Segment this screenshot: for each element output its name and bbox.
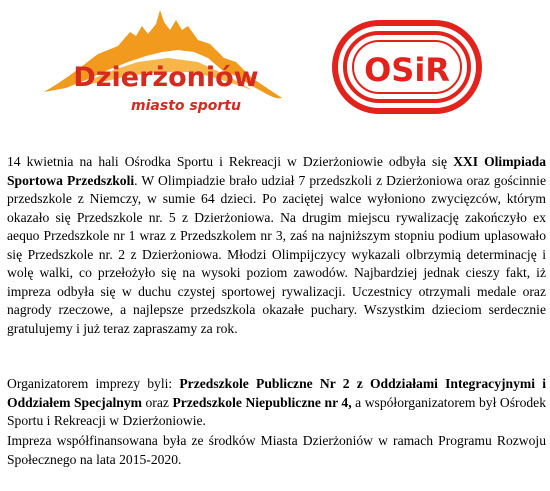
p2-text-1: Organizatorem imprezy byli: — [7, 376, 180, 391]
p3-text-1: Impreza współfinansowana była ze środków Miasta Dzierżoniów w ramach Programu Rozwoju Społecznego na lata 2015-2020. — [7, 433, 546, 467]
article-paragraph-2 — [7, 375, 546, 431]
osir-letters: OSiR — [364, 51, 450, 89]
event-name: XXI Olimpiada Sportowa Przedszkoli — [7, 154, 547, 188]
p1-text-1: 14 kwietnia na hali Ośrodka Sportu i Rekreacji w Dzierżoniowie odbyła się — [7, 154, 454, 169]
osir-logo — [332, 20, 482, 114]
p2-text-3: a współorganizatorem był Ośrodek Sportu i Rekreacji w Dzierżoniowie. — [7, 394, 546, 429]
article-paragraph-1 — [7, 153, 546, 338]
city-tagline: miasto sportu — [131, 98, 241, 114]
organizer-2: Przedszkole Niepubliczne nr 4, — [172, 394, 352, 410]
city-name: Dzierżoniów — [73, 62, 259, 93]
p2-text-2: oraz — [141, 394, 173, 410]
p1-text-2: . W Olimpiadzie brało udział 7 przedszkoli z Dzierżoniowa oraz gościnnie przedszkole z Niemczy, w sumie 64 dzieci. Po zaciętej walce wyłoniono zwycięzców, którym okazało się Przedszkole nr. 5 z Dzierżoniowa. Na drugim miejscu rywalizację zakończyło ex aequo Przedszkole nr 1 wraz z Przedszkolem nr 3, zaś na najniższym stopniu podium uplasowało się Przedszkole nr. 2 z Dzierżoniowa. Młodzi Olimpijczycy wykazali olbrzymią determinację i wolę walki, co przełożyło się na wysoki poziom zawodów. Najbardziej jednak cieszy fakt, iż impreza odbyła się w duchu czystej sportowej rywalizacji. Uczestnicy otrzymali medale oraz nagrody rzeczowe, a najlepsze przedszkola okazałe puchary. Wszystkim dzieciom serdecznie gratulujemy i już teraz zapraszamy za rok. — [7, 172, 546, 336]
article-paragraph-3 — [7, 432, 546, 469]
organizer-1: Przedszkole Publiczne Nr 2 z Oddziałami Integracyjnymi i Oddziałem Specjalnym — [7, 376, 546, 410]
dzierzoniow-logo — [38, 0, 288, 132]
